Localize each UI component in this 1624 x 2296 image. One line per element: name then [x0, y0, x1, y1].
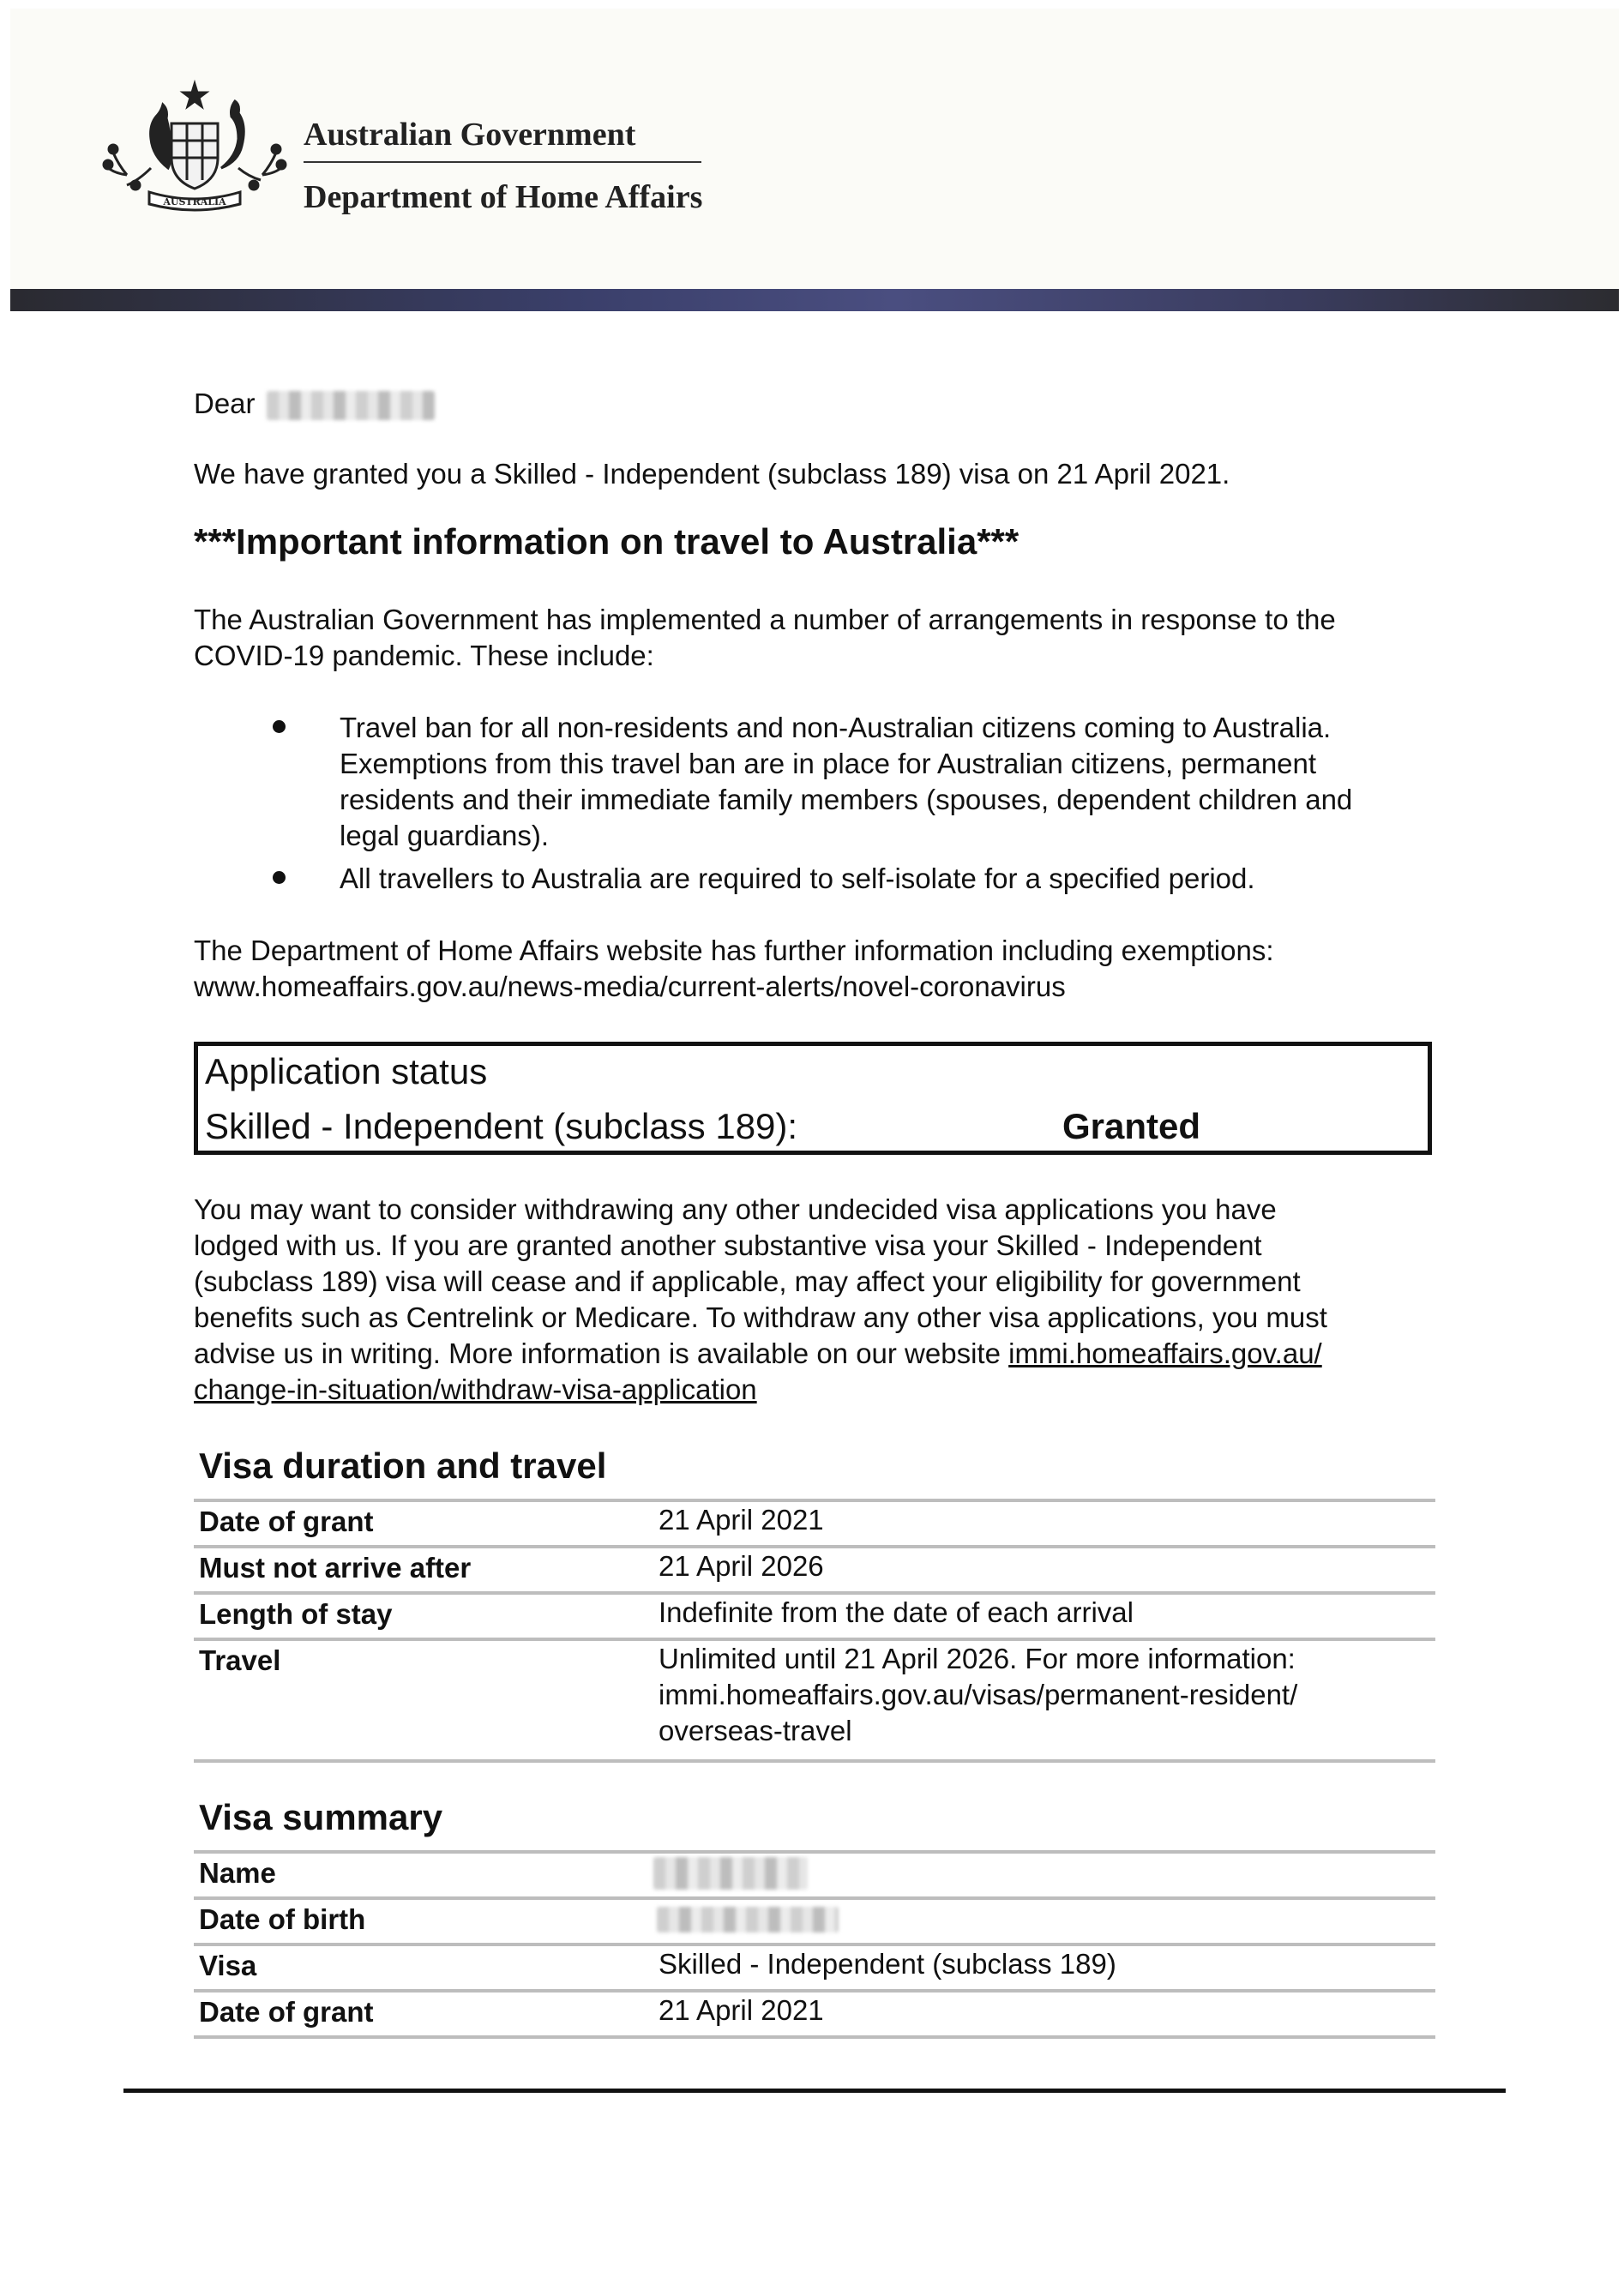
duration-value-must-not-arrive: 21 April 2026 — [659, 1550, 824, 1582]
bullet-icon — [273, 871, 286, 884]
withdraw-line-5 — [194, 1336, 1322, 1372]
salutation — [194, 386, 435, 422]
withdraw-line-3: (subclass 189) visa will cease and if applicable, may affect your eligibility for government — [194, 1265, 1301, 1297]
status-badge: Granted — [1062, 1106, 1201, 1146]
duration-value-travel-line-2: immi.homeaffairs.gov.au/visas/permanent-resident/ — [659, 1679, 1298, 1710]
duration-value-date-of-grant: 21 April 2021 — [659, 1504, 824, 1536]
status-visa-name: Skilled - Independent (subclass 189): — [205, 1106, 798, 1146]
duration-label-travel: Travel — [199, 1644, 281, 1676]
duration-value-travel-line-1: Unlimited until 21 April 2026. For more information: — [659, 1643, 1296, 1674]
redacted-name — [267, 391, 435, 420]
bullet1-line-1: Travel ban for all non-residents and non-Australian citizens coming to Australia. — [340, 712, 1332, 743]
table-divider — [194, 1850, 1435, 1854]
crest-scroll-text: AUSTRALIA — [163, 196, 226, 207]
duration-label-must-not-arrive: Must not arrive after — [199, 1552, 472, 1584]
footer-divider — [123, 2089, 1506, 2093]
withdraw-line-2: lodged with us. If you are granted another substantive visa your Skilled - Independent — [194, 1229, 1262, 1261]
bullet1-line-3: residents and their immediate family members (spouses, dependent children and — [340, 784, 1353, 815]
summary-label-name: Name — [199, 1857, 276, 1889]
salutation-label: Dear — [194, 388, 256, 419]
bullet1-line-2: Exemptions from this travel ban are in place for Australian citizens, permanent — [340, 748, 1317, 779]
coat-of-arms-icon — [101, 79, 288, 216]
bullet-icon — [273, 720, 286, 733]
summary-value-date-of-grant: 21 April 2021 — [659, 1994, 824, 2026]
visa-duration-title: Visa duration and travel — [199, 1446, 607, 1486]
duration-label-date-of-grant: Date of grant — [199, 1506, 374, 1537]
application-status-box — [194, 1042, 1432, 1155]
visa-summary-title: Visa summary — [199, 1797, 443, 1837]
website-line-1: The Department of Home Affairs website has further information including exemptions: — [194, 935, 1274, 966]
withdraw-line-4: benefits such as Centrelink or Medicare. To withdraw any other visa applications, you must — [194, 1301, 1327, 1333]
table-divider — [194, 2035, 1435, 2039]
withdraw-link-part-2[interactable]: change-in-situation/withdraw-visa-application — [194, 1373, 757, 1405]
letterhead-divider — [304, 161, 701, 163]
redacted-name-value — [653, 1857, 808, 1890]
website-line-2: www.homeaffairs.gov.au/news-media/current-alerts/novel-coronavirus — [194, 971, 1066, 1002]
bullet1-line-4: legal guardians). — [340, 820, 549, 851]
letterhead-band — [10, 289, 1619, 311]
withdraw-line-5-text: advise us in writing. More information is available on our website — [194, 1337, 1009, 1369]
duration-value-travel-line-3: overseas-travel — [659, 1715, 852, 1746]
travel-heading: ***Important information on travel to Australia*** — [194, 521, 1020, 562]
summary-value-visa: Skilled - Independent (subclass 189) — [659, 1948, 1116, 1980]
bullet2-line: All travellers to Australia are required to self-isolate for a specified period. — [340, 863, 1255, 894]
withdraw-link-part-1[interactable]: immi.homeaffairs.gov.au/ — [1008, 1337, 1322, 1369]
intro-line-2: COVID-19 pandemic. These include: — [194, 640, 654, 671]
status-title: Application status — [205, 1051, 488, 1091]
department-name: Department of Home Affairs — [304, 179, 703, 215]
grant-statement: We have granted you a Skilled - Independent (subclass 189) visa on 21 April 2021. — [194, 458, 1230, 490]
summary-label-date-of-birth: Date of birth — [199, 1903, 366, 1935]
government-name: Australian Government — [304, 117, 636, 153]
summary-label-visa: Visa — [199, 1950, 257, 1981]
table-divider — [194, 1759, 1435, 1763]
duration-value-length-of-stay: Indefinite from the date of each arrival — [659, 1596, 1134, 1628]
redacted-dob-value — [657, 1907, 839, 1932]
table-divider — [194, 1896, 1435, 1900]
duration-label-length-of-stay: Length of stay — [199, 1598, 393, 1630]
withdraw-line-1: You may want to consider withdrawing any other undecided visa applications you have — [194, 1193, 1277, 1225]
summary-label-date-of-grant: Date of grant — [199, 1996, 374, 2028]
intro-line-1: The Australian Government has implemented a number of arrangements in response to the — [194, 604, 1336, 635]
